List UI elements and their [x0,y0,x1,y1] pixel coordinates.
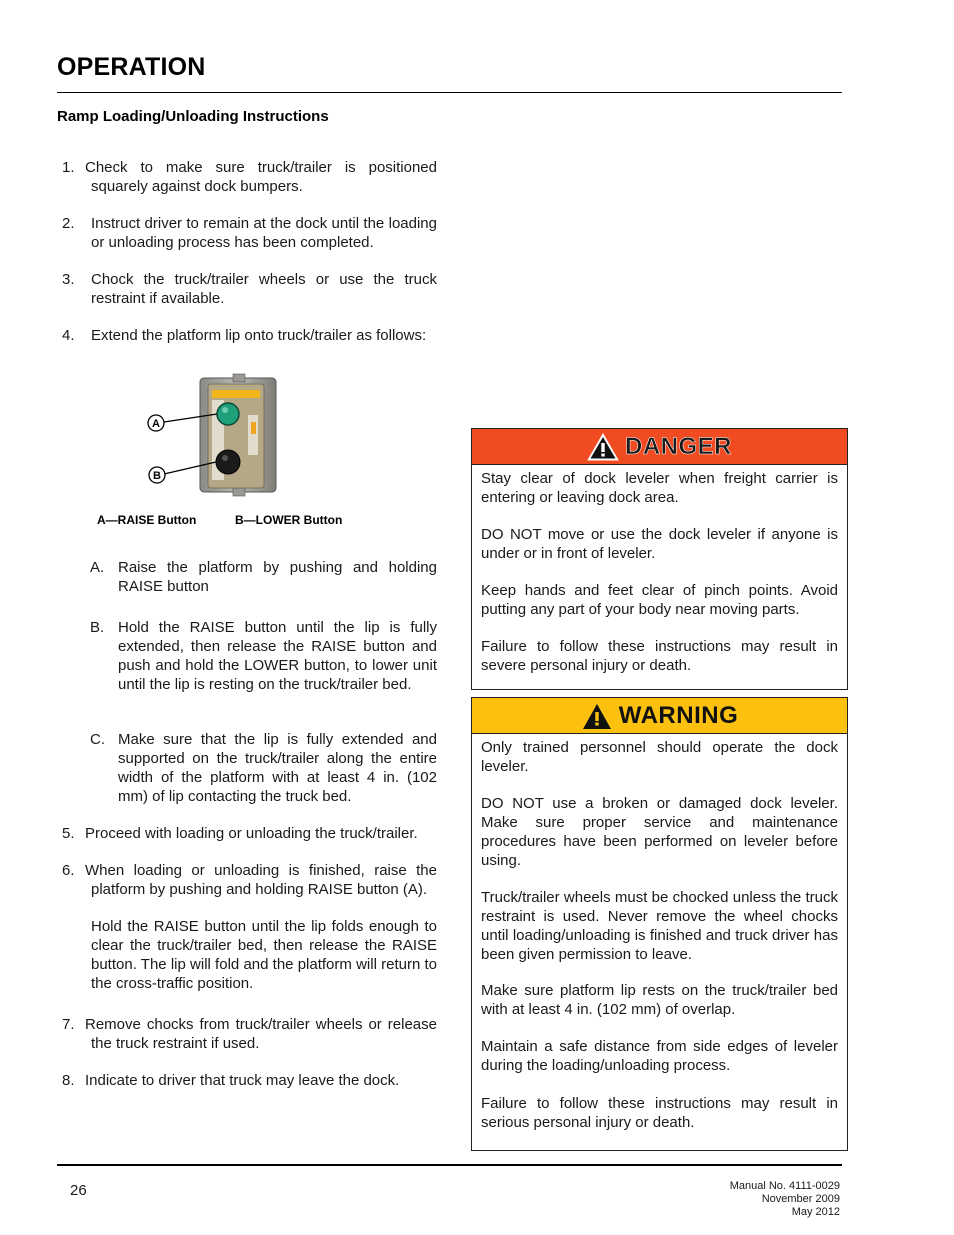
step-number: 4. [62,327,75,344]
substep-a [90,558,437,596]
step-number: 1. [62,159,75,176]
step-text: Instruct driver to remain at the dock until the loading or unloading process has been completed. [91,215,437,251]
substep-text: Hold the RAISE button until the lip is fully extended, then release the RAISE button and push and hold the LOWER button, to lower unit until the lip is resting on the truck/trailer bed. [118,619,437,693]
step-number: 8. [62,1072,75,1089]
substep-letter: A. [90,559,105,576]
step-8 [62,1071,437,1090]
substep-b [90,618,437,694]
step-text: Chock the truck/trailer wheels or use the truck restraint if available. [91,271,437,307]
warning-paragraph: Only trained personnel should operate the dock leveler. [481,739,838,775]
revision-date-2: May 2012 [791,1206,840,1218]
callout-b: B [153,470,161,482]
warning-paragraph: Maintain a safe distance from side edges of leveler during the loading/unloading process. [481,1038,838,1074]
footer-rule [57,1164,842,1166]
header-rule [57,92,842,93]
danger-paragraph: Stay clear of dock leveler when freight carrier is entering or leaving dock area. [481,470,838,506]
step-2 [62,214,437,252]
warning-paragraph: DO NOT use a broken or damaged dock leveler. Make sure proper service and maintenance procedures have been performed on leveler before using. [481,795,838,869]
warning-paragraph: Truck/trailer wheels must be chocked unless the truck restraint is used. Never remove the wheel chocks until loading/unloading is finished and truck driver has been given permission to leave. [481,889,838,963]
page-number: 26 [70,1182,87,1199]
warning-triangle-icon [587,433,619,461]
caption-raise: A—RAISE Button [97,513,197,527]
step-4 [62,326,437,345]
page-title: OPERATION [57,53,206,81]
substep-letter: B. [90,619,105,636]
danger-box [471,428,848,690]
step-text: When loading or unloading is finished, raise the platform by pushing and holding RAISE button (A). [85,862,437,898]
substep-text: Make sure that the lip is fully extended and supported on the truck/trailer along the entire width of the platform with at least 4 in. (102 mm) of lip contacting the truck bed. [118,731,437,805]
step-number: 5. [62,825,75,842]
warning-header [472,698,847,734]
danger-header [472,429,847,465]
substep-text: Raise the platform by pushing and holding RAISE button [118,559,437,595]
manual-number: Manual No. 4111-0029 [729,1180,840,1192]
step-3 [62,270,437,308]
step-number: 3. [62,271,75,288]
step-number: 2. [62,215,75,232]
callout-a: A [152,418,160,430]
lower-button-icon [216,450,240,474]
warning-label: WARNING [618,701,739,729]
step-text: Proceed with loading or unloading the truck/trailer. [85,825,418,842]
revision-date-1: November 2009 [761,1193,840,1205]
step-7 [62,1015,437,1053]
raise-button-icon [217,403,239,425]
step-number: 7. [62,1016,75,1033]
danger-paragraph: Keep hands and feet clear of pinch points. Avoid putting any part of your body near moving parts. [481,582,838,618]
step-text: Remove chocks from truck/trailer wheels or release the truck restraint if used. [85,1016,437,1052]
step-5 [62,824,437,843]
control-station-figure [140,370,285,500]
substep-letter: C. [90,731,105,748]
step-text: Indicate to driver that truck may leave the dock. [85,1072,400,1089]
warning-box [471,697,848,1151]
danger-paragraph: DO NOT move or use the dock leveler if anyone is under or in front of leveler. [481,526,838,562]
caption-lower: B—LOWER Button [235,513,343,527]
step-text: Check to make sure truck/trailer is positioned squarely against dock bumpers. [85,159,437,195]
step-number: 6. [62,862,75,879]
warning-paragraph: Make sure platform lip rests on the truck/trailer bed with at least 4 in. (102 mm) of overlap. [481,982,838,1018]
control-box-body [200,374,276,496]
step-6 [62,861,437,899]
substep-c [90,730,437,806]
danger-paragraph: Failure to follow these instructions may result in severe personal injury or death. [481,638,838,674]
step-6-continuation: Hold the RAISE button until the lip folds enough to clear the truck/trailer bed, then release the RAISE button. The lip will fold and the platform will return to the cross-traffic position. [91,918,437,992]
danger-label: DANGER [624,432,732,460]
section-title: Ramp Loading/Unloading Instructions [57,108,329,125]
step-1 [62,158,437,196]
step-text: Extend the platform lip onto truck/trailer as follows: [91,327,427,344]
warning-triangle-icon [581,702,613,730]
manual-info [700,1180,840,1219]
warning-paragraph: Failure to follow these instructions may result in serious personal injury or death. [481,1095,838,1131]
